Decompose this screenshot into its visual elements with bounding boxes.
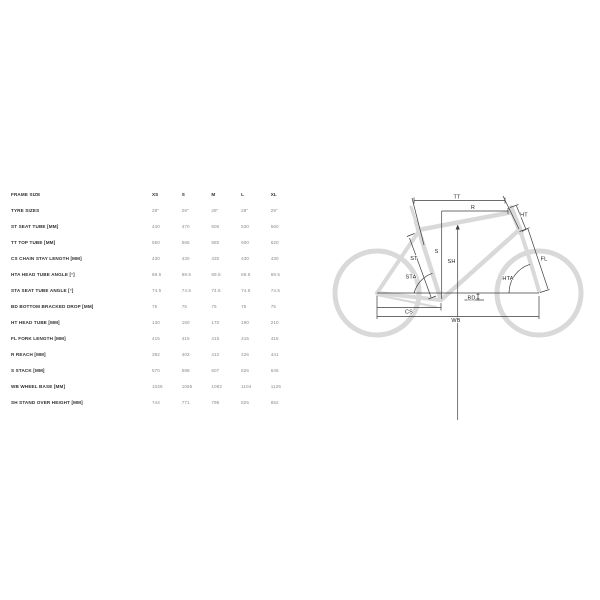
cell-value: 412 [211, 352, 220, 357]
cell-value: XS [152, 192, 159, 197]
table-row [11, 238, 311, 254]
row-label: STA SEAT TUBE ANGLE [°] [11, 288, 74, 293]
cell-value: 74.5 [181, 288, 192, 293]
cell-value: 430 [211, 256, 220, 261]
cell-value: 588 [181, 368, 190, 373]
cell-value: L [241, 192, 244, 197]
cell-value: XL [270, 192, 277, 197]
cell-value: 798 [211, 400, 220, 405]
cell-value: 415 [270, 336, 279, 341]
row-label: FRAME SIZE [11, 192, 41, 197]
cell-value: 170 [211, 320, 220, 325]
top-tube [418, 212, 513, 230]
cell-value: 430 [270, 256, 279, 261]
cell-value: 440 [152, 224, 160, 229]
cell-value: 825 [241, 400, 250, 405]
cell-value: 470 [181, 224, 190, 229]
row-label: TT TOP TUBE [MM] [11, 240, 56, 245]
cell-value: 1048 [152, 384, 163, 389]
bd-label: BD [467, 295, 476, 302]
seat-stay-tube [377, 231, 419, 293]
dimension-lines [377, 196, 550, 420]
cell-value: 75 [241, 304, 247, 309]
row-label: TYRE SIZES [11, 208, 40, 213]
geometry-table [11, 190, 311, 414]
cell-value: 415 [241, 336, 250, 341]
cell-value: 600 [241, 240, 250, 245]
table-row [11, 206, 311, 222]
cell-value: 69.5 [241, 272, 251, 277]
cell-value: 190 [241, 320, 250, 325]
cell-value: 852 [270, 400, 279, 405]
table-row [11, 286, 311, 302]
wb-label: WB [451, 318, 461, 324]
fl-label: FL [540, 256, 548, 263]
cell-value: 1126 [270, 384, 282, 389]
cell-value: 570 [152, 368, 160, 373]
sh-label: SH [447, 259, 456, 265]
table-row [11, 382, 311, 398]
cell-value: 560 [270, 224, 279, 229]
row-label: WB WHEEL BASE [MM] [11, 384, 66, 389]
table-row [11, 366, 311, 382]
cell-value: M [211, 192, 216, 197]
cell-value: 130 [152, 320, 160, 325]
cell-value: 744 [152, 400, 160, 405]
table-row [11, 350, 311, 366]
cell-value: 550 [152, 240, 160, 245]
cell-value: 74.5 [241, 288, 251, 293]
cell-value: 415 [152, 336, 160, 341]
cell-value: 415 [211, 336, 220, 341]
cell-value: 69.5 [211, 272, 221, 277]
cell-value: 607 [211, 368, 220, 373]
cell-value: 150 [181, 320, 190, 325]
bike-geometry-diagram [330, 180, 600, 430]
cell-value: 28" [241, 208, 249, 213]
cell-value: 430 [181, 256, 190, 261]
cell-value: 430 [152, 256, 160, 261]
row-label: S STACK [MM] [11, 368, 45, 373]
table-row [11, 398, 311, 414]
cell-value: 1082 [211, 384, 222, 389]
cell-value: 28" [181, 208, 189, 213]
cell-value: 402 [181, 352, 190, 357]
cell-value: 69.5 [152, 272, 162, 277]
r-label: R [470, 205, 476, 211]
sta-label: STA [405, 274, 417, 281]
cell-value: 75 [181, 304, 187, 309]
row-label: CS CHAIN STAY LENGTH [MM] [11, 256, 82, 261]
table-row [11, 190, 311, 206]
cell-value: 1104 [241, 384, 252, 389]
cs-label: CS [404, 309, 414, 316]
fork [521, 233, 539, 291]
table-row [11, 270, 311, 286]
table-row [11, 334, 311, 350]
cell-value: 1065 [181, 384, 193, 389]
cell-value: 530 [241, 224, 250, 229]
table-row [11, 318, 311, 334]
table-row [11, 302, 311, 318]
hta-label: HTA [502, 276, 514, 282]
sh-arrowhead [456, 225, 460, 230]
ht-label: HT [520, 212, 528, 219]
cell-value: 210 [270, 320, 279, 325]
cell-value: 69.5 [181, 272, 192, 277]
cell-value: 74.5 [211, 288, 221, 293]
cell-value: 771 [181, 400, 190, 405]
cell-value: 69.5 [270, 272, 281, 277]
row-label: HT HEAD TUBE [MM] [11, 320, 60, 325]
tt-label: TT [453, 194, 461, 201]
cell-value: 74.5 [270, 288, 281, 293]
row-label: SH STAND OVER HEIGHT [MM] [11, 400, 83, 405]
cell-value: 626 [241, 368, 250, 373]
row-label: ST SEAT TUBE [MM] [11, 224, 59, 229]
cell-value: 426 [241, 352, 250, 357]
row-label: HTA HEAD TUBE ANGLE [°] [11, 272, 75, 277]
row-label: BD BOTTOM BRACKED DROP [MM] [11, 304, 94, 309]
cell-value: 580 [211, 240, 220, 245]
cell-value: 75 [270, 304, 277, 309]
s-label: S [434, 249, 439, 255]
cell-value: 441 [270, 352, 279, 357]
table-row [11, 254, 311, 270]
row-label: R REACH [MM] [11, 352, 46, 357]
cell-value: 430 [241, 256, 250, 261]
cell-value: 415 [181, 336, 190, 341]
cell-value: 75 [152, 304, 158, 309]
cell-value: S [181, 192, 185, 197]
cell-value: 74.5 [152, 288, 162, 293]
cell-value: 28" [211, 208, 219, 213]
cell-value: 75 [211, 304, 217, 309]
cell-value: 28" [270, 208, 278, 213]
cell-value: 500 [211, 224, 220, 229]
cell-value: 645 [270, 368, 279, 373]
cell-value: 392 [152, 352, 160, 357]
cell-value: 565 [181, 240, 190, 245]
seat-post [411, 207, 416, 222]
table-row [11, 222, 311, 238]
row-label: FL FORK LENGTH [MM] [11, 336, 66, 341]
cell-value: 28" [152, 208, 160, 213]
cell-value: 620 [270, 240, 279, 245]
st-label: ST [410, 256, 418, 262]
